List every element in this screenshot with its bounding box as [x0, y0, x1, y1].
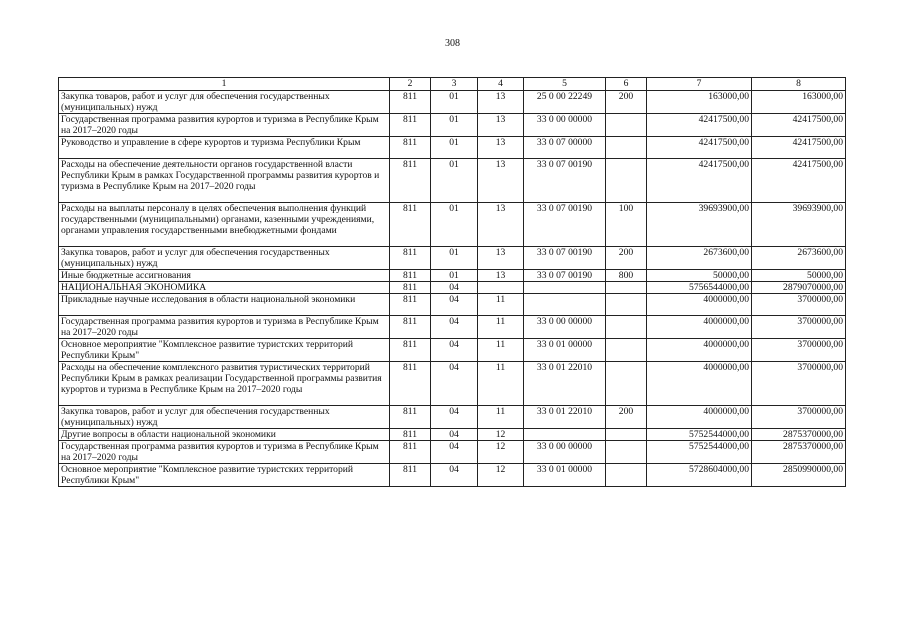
- cell-col3: 01: [431, 270, 478, 282]
- column-header: 6: [606, 78, 647, 91]
- cell-col8: 3700000,00: [752, 339, 846, 362]
- cell-col7: 4000000,00: [647, 406, 752, 429]
- cell-col8: 3700000,00: [752, 294, 846, 316]
- cell-col7: 42417500,00: [647, 137, 752, 159]
- cell-col5: [524, 429, 606, 441]
- budget-table: [58, 77, 846, 487]
- cell-col3: 04: [431, 282, 478, 294]
- cell-col4: 13: [478, 159, 524, 203]
- table-row: [59, 247, 846, 270]
- cell-col4: 11: [478, 406, 524, 429]
- cell-col4: 12: [478, 429, 524, 441]
- cell-col2: 811: [390, 203, 431, 247]
- cell-col5: 33 0 07 00190: [524, 159, 606, 203]
- cell-col8: 42417500,00: [752, 114, 846, 137]
- cell-col8: 50000,00: [752, 270, 846, 282]
- cell-col6: [606, 294, 647, 316]
- cell-col8: 2875370000,00: [752, 429, 846, 441]
- row-name-cell: Закупка товаров, работ и услуг для обеспечения государственных (муниципальных) нужд: [59, 406, 390, 429]
- cell-col7: 163000,00: [647, 91, 752, 114]
- cell-col8: 39693900,00: [752, 203, 846, 247]
- table-row: [59, 91, 846, 114]
- cell-col5: 33 0 00 00000: [524, 316, 606, 339]
- cell-col5: 25 0 00 22249: [524, 91, 606, 114]
- cell-col5: 33 0 07 00190: [524, 270, 606, 282]
- cell-col5: 33 0 01 22010: [524, 406, 606, 429]
- row-name-cell: Закупка товаров, работ и услуг для обеспечения государственных (муниципальных) нужд: [59, 247, 390, 270]
- cell-col7: 5756544000,00: [647, 282, 752, 294]
- row-name-cell: Другие вопросы в области национальной экономики: [59, 429, 390, 441]
- cell-col6: [606, 362, 647, 406]
- cell-col7: 39693900,00: [647, 203, 752, 247]
- cell-col3: 04: [431, 441, 478, 464]
- cell-col6: [606, 282, 647, 294]
- column-header: 4: [478, 78, 524, 91]
- cell-col6: [606, 137, 647, 159]
- cell-col6: [606, 441, 647, 464]
- table-row: [59, 362, 846, 406]
- column-header: 1: [59, 78, 390, 91]
- cell-col6: 200: [606, 91, 647, 114]
- cell-col2: 811: [390, 441, 431, 464]
- cell-col5: 33 0 01 00000: [524, 339, 606, 362]
- cell-col5: [524, 294, 606, 316]
- table-row: [59, 114, 846, 137]
- cell-col6: [606, 339, 647, 362]
- cell-col2: 811: [390, 282, 431, 294]
- cell-col7: 5752544000,00: [647, 429, 752, 441]
- row-name-cell: Закупка товаров, работ и услуг для обеспечения государственных (муниципальных) нужд: [59, 91, 390, 114]
- cell-col4: 13: [478, 203, 524, 247]
- cell-col5: 33 0 07 00190: [524, 247, 606, 270]
- cell-col6: [606, 114, 647, 137]
- row-name-cell: Руководство и управление в сфере курортов и туризма Республики Крым: [59, 137, 390, 159]
- row-name-cell: Государственная программа развития курортов и туризма в Республике Крым на 2017–2020 годы: [59, 441, 390, 464]
- table-row: [59, 203, 846, 247]
- cell-col4: 13: [478, 114, 524, 137]
- cell-col2: 811: [390, 114, 431, 137]
- table-row: [59, 429, 846, 441]
- cell-col6: 800: [606, 270, 647, 282]
- cell-col5: 33 0 00 00000: [524, 114, 606, 137]
- cell-col3: 01: [431, 137, 478, 159]
- cell-col7: 50000,00: [647, 270, 752, 282]
- cell-col3: 04: [431, 429, 478, 441]
- cell-col7: 4000000,00: [647, 316, 752, 339]
- row-name-cell: Расходы на обеспечение деятельности органов государственной власти Республики Крым в рамках Государственной программы развития курортов и туризма в Республике Крым на 2017–2020 годы: [59, 159, 390, 203]
- cell-col2: 811: [390, 316, 431, 339]
- cell-col5: 33 0 00 00000: [524, 441, 606, 464]
- cell-col6: [606, 159, 647, 203]
- cell-col3: 04: [431, 316, 478, 339]
- cell-col4: 11: [478, 316, 524, 339]
- cell-col5: 33 0 01 22010: [524, 362, 606, 406]
- cell-col5: 33 0 07 00000: [524, 137, 606, 159]
- cell-col3: 04: [431, 464, 478, 487]
- cell-col2: 811: [390, 464, 431, 487]
- cell-col6: 100: [606, 203, 647, 247]
- cell-col6: [606, 429, 647, 441]
- row-name-cell: Расходы на выплаты персоналу в целях обеспечения выполнения функций государственными (муниципальными) органами, казенными учреждениями, органами управления государственными внебюджетными фондами: [59, 203, 390, 247]
- cell-col2: 811: [390, 429, 431, 441]
- cell-col7: 42417500,00: [647, 159, 752, 203]
- table-row: [59, 339, 846, 362]
- cell-col2: 811: [390, 137, 431, 159]
- cell-col7: 4000000,00: [647, 362, 752, 406]
- column-header: 3: [431, 78, 478, 91]
- cell-col7: 42417500,00: [647, 114, 752, 137]
- cell-col3: 04: [431, 339, 478, 362]
- cell-col2: 811: [390, 294, 431, 316]
- row-name-cell: Иные бюджетные ассигнования: [59, 270, 390, 282]
- table-row: [59, 137, 846, 159]
- cell-col5: [524, 282, 606, 294]
- cell-col8: 3700000,00: [752, 316, 846, 339]
- row-name-cell: Прикладные научные исследования в области национальной экономики: [59, 294, 390, 316]
- table-row: [59, 270, 846, 282]
- cell-col3: 01: [431, 91, 478, 114]
- table-row: [59, 282, 846, 294]
- cell-col8: 3700000,00: [752, 406, 846, 429]
- row-name-cell: Основное мероприятие "Комплексное развитие туристских территорий Республики Крым": [59, 464, 390, 487]
- cell-col3: 01: [431, 114, 478, 137]
- cell-col3: 01: [431, 247, 478, 270]
- cell-col8: 163000,00: [752, 91, 846, 114]
- cell-col8: 42417500,00: [752, 159, 846, 203]
- cell-col2: 811: [390, 362, 431, 406]
- cell-col4: 12: [478, 464, 524, 487]
- cell-col4: 13: [478, 137, 524, 159]
- column-header: 2: [390, 78, 431, 91]
- cell-col2: 811: [390, 406, 431, 429]
- cell-col8: 2850990000,00: [752, 464, 846, 487]
- cell-col8: 2875370000,00: [752, 441, 846, 464]
- cell-col4: 11: [478, 339, 524, 362]
- table-row: [59, 316, 846, 339]
- cell-col4: 13: [478, 270, 524, 282]
- cell-col2: 811: [390, 247, 431, 270]
- header-row: [59, 78, 846, 91]
- page-number: 308: [445, 38, 460, 49]
- cell-col6: 200: [606, 247, 647, 270]
- cell-col5: 33 0 01 00000: [524, 464, 606, 487]
- cell-col7: 4000000,00: [647, 294, 752, 316]
- cell-col7: 2673600,00: [647, 247, 752, 270]
- cell-col4: 12: [478, 441, 524, 464]
- cell-col6: [606, 316, 647, 339]
- cell-col3: 04: [431, 362, 478, 406]
- column-header: 7: [647, 78, 752, 91]
- cell-col7: 4000000,00: [647, 339, 752, 362]
- cell-col4: 13: [478, 91, 524, 114]
- table-row: [59, 294, 846, 316]
- column-header: 5: [524, 78, 606, 91]
- cell-col3: 04: [431, 406, 478, 429]
- cell-col2: 811: [390, 159, 431, 203]
- cell-col3: 04: [431, 294, 478, 316]
- cell-col2: 811: [390, 339, 431, 362]
- row-name-cell: Государственная программа развития курортов и туризма в Республике Крым на 2017–2020 годы: [59, 114, 390, 137]
- cell-col8: 42417500,00: [752, 137, 846, 159]
- cell-col4: 11: [478, 362, 524, 406]
- row-name-cell: Основное мероприятие "Комплексное развитие туристских территорий Республики Крым": [59, 339, 390, 362]
- cell-col6: 200: [606, 406, 647, 429]
- table-row: [59, 406, 846, 429]
- row-name-cell: Государственная программа развития курортов и туризма в Республике Крым на 2017–2020 годы: [59, 316, 390, 339]
- cell-col8: 2879070000,00: [752, 282, 846, 294]
- column-header: 8: [752, 78, 846, 91]
- row-name-cell: Расходы на обеспечение комплексного развития туристических территорий Республики Крым в рамках реализации Государственной программы развития курортов и туризма в Республике Крым на 2017–2020 годы: [59, 362, 390, 406]
- cell-col3: 01: [431, 159, 478, 203]
- cell-col4: 11: [478, 294, 524, 316]
- cell-col8: 2673600,00: [752, 247, 846, 270]
- cell-col4: [478, 282, 524, 294]
- table-row: [59, 441, 846, 464]
- cell-col4: 13: [478, 247, 524, 270]
- cell-col2: 811: [390, 91, 431, 114]
- cell-col3: 01: [431, 203, 478, 247]
- row-name-cell: НАЦИОНАЛЬНАЯ ЭКОНОМИКА: [59, 282, 390, 294]
- cell-col7: 5752544000,00: [647, 441, 752, 464]
- cell-col6: [606, 464, 647, 487]
- cell-col5: 33 0 07 00190: [524, 203, 606, 247]
- cell-col8: 3700000,00: [752, 362, 846, 406]
- table-row: [59, 464, 846, 487]
- cell-col7: 5728604000,00: [647, 464, 752, 487]
- cell-col2: 811: [390, 270, 431, 282]
- table-row: [59, 159, 846, 203]
